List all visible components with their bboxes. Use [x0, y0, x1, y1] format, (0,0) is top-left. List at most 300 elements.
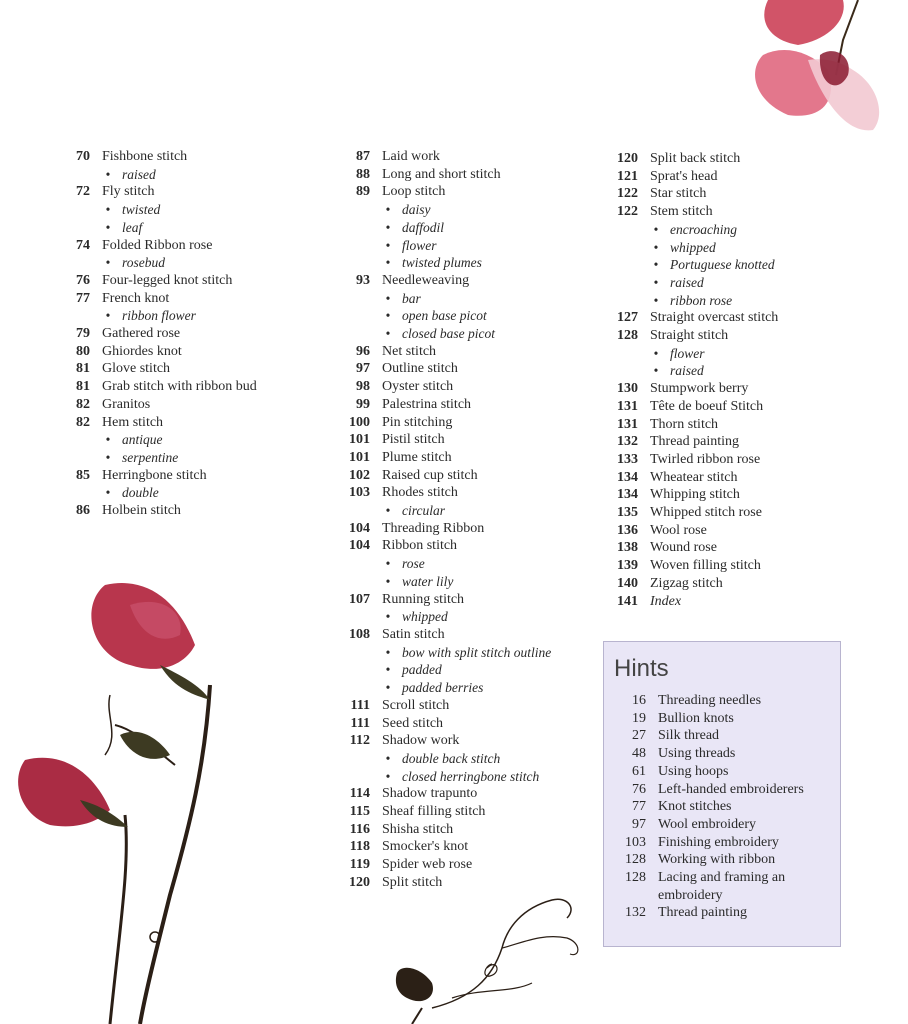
- entry-title: Fly stitch: [102, 184, 155, 200]
- page-number: 131: [617, 416, 638, 432]
- index-entry: [60, 237, 320, 255]
- bullet-icon: •: [105, 219, 111, 235]
- index-subentry: [60, 307, 320, 325]
- entry-title: Rhodes stitch: [382, 485, 458, 501]
- hint-title: Working with ribbon: [658, 852, 776, 868]
- entry-title: Tête de boeuf Stitch: [650, 398, 764, 414]
- entry-title: Shadow work: [382, 733, 460, 749]
- index-subentry: [340, 290, 610, 308]
- subentry-text: raised: [122, 166, 156, 182]
- page-number: 104: [349, 538, 370, 554]
- hint-title: Lacing and framing an embroidery: [658, 870, 786, 903]
- entry-title: Herringbone stitch: [102, 467, 207, 483]
- subentry-text: flower: [402, 237, 437, 253]
- page-number: 103: [349, 485, 370, 501]
- bullet-icon: •: [105, 166, 111, 182]
- hint-title: Silk thread: [658, 728, 720, 744]
- page-number: 98: [356, 379, 370, 395]
- subentry-text: closed herringbone stitch: [402, 768, 540, 784]
- index-subentry: [608, 274, 878, 292]
- page-number: 130: [617, 381, 638, 397]
- subentry-text: twisted plumes: [402, 255, 482, 271]
- page-number: 77: [76, 290, 90, 306]
- entry-title: Spider web rose: [382, 857, 473, 873]
- hints-title: Hints: [614, 655, 669, 682]
- entry-title: Gathered rose: [102, 326, 181, 342]
- hint-page-number: 16: [632, 693, 646, 708]
- index-subentry: [340, 254, 610, 272]
- page-number: 101: [349, 432, 370, 448]
- index-subentry: [340, 661, 610, 679]
- hint-entry: [604, 798, 840, 816]
- page-number: 141: [617, 593, 638, 609]
- hint-title: Using threads: [658, 746, 736, 762]
- entry-title: Split stitch: [382, 874, 443, 890]
- subentry-text: raised: [670, 274, 704, 290]
- index-entry: [608, 168, 878, 186]
- index-entry: [340, 520, 610, 538]
- subentry-text: whipped: [402, 609, 448, 625]
- page-number: 74: [76, 237, 90, 253]
- bullet-icon: •: [653, 345, 659, 361]
- hint-entry: [604, 727, 840, 745]
- page-number: 136: [617, 522, 638, 538]
- subentry-text: double back stitch: [402, 750, 501, 766]
- hint-entry: [604, 904, 840, 922]
- index-entry: [340, 785, 610, 803]
- index-entry: [340, 467, 610, 485]
- page-number: 80: [76, 343, 90, 359]
- index-entry: [60, 396, 320, 414]
- index-entry: [340, 626, 610, 644]
- bullet-icon: •: [653, 239, 659, 255]
- index-entry: [340, 183, 610, 201]
- index-entry: [60, 325, 320, 343]
- bullet-icon: •: [653, 221, 659, 237]
- index-entry: [340, 856, 610, 874]
- index-entry: [608, 380, 878, 398]
- entry-title: Raised cup stitch: [382, 467, 478, 483]
- subentry-text: whipped: [670, 239, 716, 255]
- entry-title: Glove stitch: [102, 361, 171, 377]
- index-subentry: [608, 362, 878, 380]
- index-entry: [340, 484, 610, 502]
- page-number: 100: [349, 414, 370, 430]
- page-number: 81: [76, 379, 90, 395]
- page-number: 82: [76, 396, 90, 412]
- hint-entry: [604, 816, 840, 834]
- bullet-icon: •: [653, 292, 659, 308]
- index-entry: [60, 148, 320, 166]
- entry-title: Thread painting: [650, 434, 740, 450]
- index-entry: [608, 486, 878, 504]
- hint-page-number: 77: [632, 799, 646, 815]
- index-entry: [608, 433, 878, 451]
- index-entry: [340, 378, 610, 396]
- page-number: 112: [349, 733, 370, 749]
- hint-entry: [604, 851, 840, 869]
- bullet-icon: •: [105, 485, 111, 501]
- entry-title: Shisha stitch: [382, 821, 454, 837]
- subentry-text: open base picot: [402, 308, 487, 324]
- entry-title: Satin stitch: [382, 626, 445, 642]
- entry-title: Long and short stitch: [382, 166, 501, 182]
- hint-title: Wool embroidery: [658, 816, 757, 832]
- entry-title: Net stitch: [382, 343, 437, 359]
- page-number: 111: [350, 697, 370, 713]
- subentry-text: leaf: [122, 219, 143, 235]
- page-number: 120: [617, 151, 638, 166]
- page-number: 116: [349, 821, 370, 837]
- index-entry: [340, 431, 610, 449]
- index-entry: [340, 360, 610, 378]
- entry-title: Wound rose: [650, 540, 717, 556]
- hint-entry: [604, 710, 840, 728]
- hint-entry: [604, 834, 840, 852]
- entry-title: French knot: [102, 290, 170, 306]
- index-entry: [340, 591, 610, 609]
- entry-title: Four-legged knot stitch: [102, 272, 233, 288]
- page-number: 122: [617, 204, 638, 220]
- page-number: 101: [349, 449, 370, 465]
- hint-page-number: 61: [632, 763, 646, 779]
- subentry-text: circular: [402, 503, 445, 519]
- subentry-text: water lily: [402, 573, 454, 589]
- page-number: 89: [356, 184, 370, 200]
- hint-title: Using hoops: [658, 763, 729, 779]
- page-number: 132: [617, 434, 638, 450]
- entry-title: Oyster stitch: [382, 379, 454, 395]
- index-subentry: [60, 484, 320, 502]
- bullet-icon: •: [385, 680, 391, 696]
- tendril-image: [392, 888, 592, 1024]
- index-entry: [60, 378, 320, 396]
- entry-title: Scroll stitch: [382, 697, 450, 713]
- page-number: 122: [617, 186, 638, 202]
- index-entry: [608, 522, 878, 540]
- hint-title: Knot stitches: [658, 799, 732, 815]
- entry-title: Running stitch: [382, 591, 465, 607]
- page-number: 97: [356, 361, 370, 377]
- bullet-icon: •: [105, 308, 111, 324]
- page-number: 119: [349, 857, 370, 873]
- subentry-text: Portuguese knotted: [670, 257, 775, 273]
- index-subentry: [340, 573, 610, 591]
- hint-page-number: 27: [632, 728, 646, 744]
- hint-entry: [604, 692, 840, 710]
- subentry-text: ribbon rose: [670, 292, 733, 308]
- index-entry: [608, 398, 878, 416]
- page-number: 111: [350, 715, 370, 731]
- entry-title: Granitos: [102, 396, 151, 412]
- hint-page-number: 19: [632, 710, 646, 726]
- page-number: 96: [356, 343, 370, 359]
- index-entry: [340, 803, 610, 821]
- hint-entry: [604, 763, 840, 781]
- index-subentry: [340, 219, 610, 237]
- index-entry: [340, 537, 610, 555]
- entry-title: Hem stitch: [102, 414, 164, 430]
- bullet-icon: •: [385, 237, 391, 253]
- page-number: 108: [349, 626, 370, 642]
- hint-page-number: 132: [625, 905, 646, 921]
- index-entry: [608, 504, 878, 522]
- index-entry: [608, 469, 878, 487]
- entry-title: Thorn stitch: [650, 416, 719, 432]
- index-subentry: [340, 555, 610, 573]
- bullet-icon: •: [105, 202, 111, 218]
- index-subentry: [340, 502, 610, 520]
- index-entry: [608, 150, 878, 168]
- entry-title: Laid work: [382, 149, 440, 164]
- bullet-icon: •: [385, 573, 391, 589]
- page-number: 85: [76, 467, 90, 483]
- page-number: 121: [617, 168, 638, 184]
- page-number: 79: [76, 326, 90, 342]
- entry-title: Holbein stitch: [102, 503, 181, 519]
- index-subentry: [60, 166, 320, 184]
- bullet-icon: •: [385, 503, 391, 519]
- subentry-text: antique: [122, 432, 163, 448]
- hint-page-number: 97: [632, 816, 646, 832]
- entry-title: Ribbon stitch: [382, 538, 458, 554]
- hint-entry: [604, 781, 840, 799]
- bullet-icon: •: [653, 257, 659, 273]
- index-entry: [608, 451, 878, 469]
- index-subentry: [60, 201, 320, 219]
- page-number: 87: [356, 149, 370, 164]
- index-subentry: [340, 679, 610, 697]
- hints-box: [603, 641, 841, 947]
- subentry-text: closed base picot: [402, 326, 495, 342]
- index-entry: [608, 593, 878, 611]
- entry-title: Whipping stitch: [650, 487, 740, 503]
- index-entry: [60, 290, 320, 308]
- page-number: 138: [617, 540, 638, 556]
- entry-title: Pistil stitch: [382, 432, 445, 448]
- page-number: 127: [617, 310, 638, 326]
- page-number: 118: [349, 839, 370, 855]
- subentry-text: bar: [402, 290, 421, 306]
- page-number: 139: [617, 558, 638, 574]
- bullet-icon: •: [385, 750, 391, 766]
- index-subentry: [340, 750, 610, 768]
- index-subentry: [608, 239, 878, 257]
- entry-title: Ghiordes knot: [102, 343, 182, 359]
- index-subentry: [340, 201, 610, 219]
- index-entry: [608, 557, 878, 575]
- page-number: 131: [617, 398, 638, 414]
- entry-title: Star stitch: [650, 186, 707, 202]
- hint-title: Finishing embroidery: [658, 834, 779, 850]
- index-entry: [608, 539, 878, 557]
- bullet-icon: •: [385, 202, 391, 218]
- hint-title: Left-handed embroiderers: [658, 781, 804, 797]
- entry-title: Needleweaving: [382, 272, 470, 288]
- hint-entry: [604, 869, 840, 904]
- hint-page-number: 128: [625, 870, 646, 886]
- hint-page-number: 103: [625, 834, 646, 850]
- entry-title: Folded Ribbon rose: [102, 237, 213, 253]
- hint-entry: [604, 745, 840, 763]
- page-number: 107: [349, 591, 370, 607]
- entry-title: Smocker's knot: [382, 839, 469, 855]
- index-column-1: [60, 148, 320, 520]
- index-subentry: [340, 608, 610, 626]
- index-entry: [608, 575, 878, 593]
- page-number: 104: [349, 520, 370, 536]
- index-entry: [340, 148, 610, 166]
- hint-title: Bullion knots: [658, 710, 734, 726]
- entry-title: Shadow trapunto: [382, 786, 478, 802]
- bullet-icon: •: [105, 255, 111, 271]
- index-subentry: [60, 449, 320, 467]
- page-number: 134: [617, 469, 638, 485]
- index-entry: [340, 343, 610, 361]
- bullet-icon: •: [385, 609, 391, 625]
- entry-title: Sheaf filling stitch: [382, 804, 486, 820]
- subentry-text: twisted: [122, 202, 161, 218]
- index-subentry: [340, 325, 610, 343]
- subentry-text: bow with split stitch outline: [402, 644, 552, 660]
- page-number: 133: [617, 451, 638, 467]
- entry-title: Zigzag stitch: [650, 575, 723, 591]
- bullet-icon: •: [385, 768, 391, 784]
- subentry-text: double: [122, 485, 159, 501]
- bullet-icon: •: [105, 449, 111, 465]
- index-entry: [60, 502, 320, 520]
- page-number: 72: [76, 184, 90, 200]
- subentry-text: rose: [402, 556, 425, 572]
- subentry-text: padded berries: [402, 680, 484, 696]
- index-entry: [340, 715, 610, 733]
- hints-list: [604, 692, 840, 922]
- subentry-text: padded: [402, 662, 442, 678]
- index-entry: [340, 821, 610, 839]
- page-number: 102: [349, 467, 370, 483]
- entry-title: Woven filling stitch: [650, 558, 761, 574]
- entry-title: Split back stitch: [650, 151, 741, 166]
- entry-title: Grab stitch with ribbon bud: [102, 379, 257, 395]
- index-entry: [608, 416, 878, 434]
- page-number: 120: [349, 874, 370, 890]
- bullet-icon: •: [385, 290, 391, 306]
- index-entry: [340, 396, 610, 414]
- entry-title: Palestrina stitch: [382, 396, 472, 412]
- entry-title: Pin stitching: [382, 414, 453, 430]
- subentry-text: flower: [670, 345, 705, 361]
- entry-title: Threading Ribbon: [382, 520, 485, 536]
- subentry-text: rosebud: [122, 255, 165, 271]
- index-entry: [60, 272, 320, 290]
- index-subentry: [340, 768, 610, 786]
- index-subentry: [60, 254, 320, 272]
- subentry-text: encroaching: [670, 221, 737, 237]
- page-number: 99: [356, 396, 370, 412]
- page-number: 114: [349, 786, 370, 802]
- index-entry: [608, 185, 878, 203]
- entry-title: Index: [650, 593, 682, 609]
- bullet-icon: •: [105, 432, 111, 448]
- page-number: 82: [76, 414, 90, 430]
- index-subentry: [608, 256, 878, 274]
- page-number: 93: [356, 272, 370, 288]
- entry-title: Twirled ribbon rose: [650, 451, 761, 467]
- index-subentry: [340, 644, 610, 662]
- hint-page-number: 128: [625, 852, 646, 868]
- subentry-text: daffodil: [402, 219, 445, 235]
- entry-title: Plume stitch: [382, 449, 452, 465]
- entry-title: Wheatear stitch: [650, 469, 738, 485]
- entry-title: Outline stitch: [382, 361, 458, 377]
- index-entry: [340, 697, 610, 715]
- entry-title: Seed stitch: [382, 715, 444, 731]
- bullet-icon: •: [385, 255, 391, 271]
- top-right-flower-image: [748, 0, 888, 140]
- index-subentry: [340, 307, 610, 325]
- page-number: 140: [617, 575, 638, 591]
- index-entry: [340, 166, 610, 184]
- bullet-icon: •: [653, 274, 659, 290]
- index-entry: [340, 838, 610, 856]
- bullet-icon: •: [385, 556, 391, 572]
- index-entry: [340, 414, 610, 432]
- bullet-icon: •: [385, 326, 391, 342]
- subentry-text: raised: [670, 363, 704, 379]
- page-number: 128: [617, 328, 638, 344]
- index-entry: [340, 449, 610, 467]
- page-number: 76: [76, 272, 90, 288]
- index-column-3: [608, 150, 878, 610]
- entry-title: Sprat's head: [650, 168, 718, 184]
- index-entry: [60, 360, 320, 378]
- index-subentry: [60, 431, 320, 449]
- index-entry: [608, 203, 878, 221]
- subentry-text: daisy: [402, 202, 431, 218]
- index-column-2: [340, 148, 610, 892]
- entry-title: Stumpwork berry: [650, 381, 749, 397]
- index-subentry: [608, 292, 878, 310]
- index-entry: [60, 467, 320, 485]
- index-entry: [60, 414, 320, 432]
- sweet-pea-flowers-image: [10, 565, 230, 1024]
- hint-page-number: 76: [632, 781, 646, 797]
- page-number: 70: [76, 149, 90, 164]
- index-entry: [60, 183, 320, 201]
- hint-title: Thread painting: [658, 905, 748, 921]
- index-subentry: [608, 345, 878, 363]
- index-entry: [608, 309, 878, 327]
- page-number: 86: [76, 503, 90, 519]
- index-subentry: [608, 221, 878, 239]
- index-subentry: [60, 219, 320, 237]
- page-number: 135: [617, 505, 638, 521]
- index-entry: [340, 732, 610, 750]
- bullet-icon: •: [385, 308, 391, 324]
- page-number: 134: [617, 487, 638, 503]
- page-number: 115: [349, 804, 370, 820]
- subentry-text: ribbon flower: [122, 308, 196, 324]
- entry-title: Stem stitch: [650, 204, 713, 220]
- hint-page-number: 48: [632, 746, 646, 762]
- index-entry: [608, 327, 878, 345]
- page-number: 88: [356, 166, 370, 182]
- entry-title: Straight overcast stitch: [650, 310, 779, 326]
- entry-title: Whipped stitch rose: [650, 505, 762, 521]
- entry-title: Straight stitch: [650, 328, 729, 344]
- entry-title: Fishbone stitch: [102, 149, 188, 164]
- bullet-icon: •: [385, 662, 391, 678]
